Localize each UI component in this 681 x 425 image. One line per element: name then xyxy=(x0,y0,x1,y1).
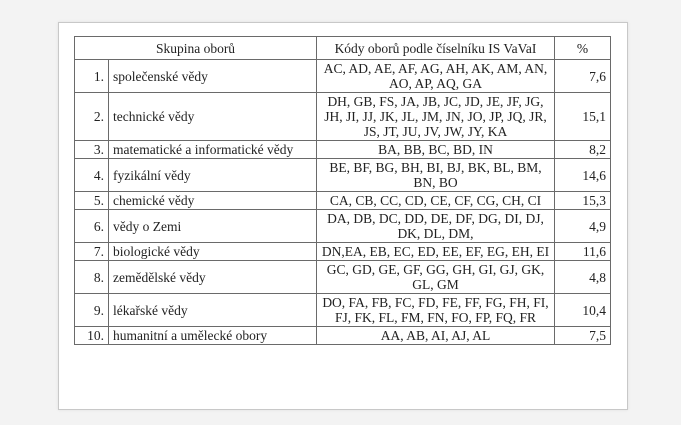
header-codes: Kódy oborů podle číselníku IS VaVaI xyxy=(317,37,555,60)
row-group-name: fyzikální vědy xyxy=(109,159,317,192)
row-group-name: matematické a informatické vědy xyxy=(109,141,317,159)
header-group: Skupina oborů xyxy=(75,37,317,60)
row-percent: 4,9 xyxy=(555,210,611,243)
row-codes: BA, BB, BC, BD, IN xyxy=(317,141,555,159)
table-row xyxy=(75,159,611,192)
row-percent: 4,8 xyxy=(555,261,611,294)
row-number: 9. xyxy=(75,294,109,327)
row-group-name: biologické vědy xyxy=(109,243,317,261)
row-group-name: vědy o Zemi xyxy=(109,210,317,243)
table-row xyxy=(75,192,611,210)
table-row xyxy=(75,210,611,243)
document-page xyxy=(58,22,628,410)
row-percent: 8,2 xyxy=(555,141,611,159)
table-row xyxy=(75,60,611,93)
row-percent: 10,4 xyxy=(555,294,611,327)
row-group-name: technické vědy xyxy=(109,93,317,141)
row-percent: 15,1 xyxy=(555,93,611,141)
row-group-name: lékařské vědy xyxy=(109,294,317,327)
row-number: 5. xyxy=(75,192,109,210)
row-percent: 14,6 xyxy=(555,159,611,192)
row-number: 4. xyxy=(75,159,109,192)
row-group-name: společenské vědy xyxy=(109,60,317,93)
row-number: 3. xyxy=(75,141,109,159)
table-row xyxy=(75,327,611,345)
row-number: 10. xyxy=(75,327,109,345)
row-codes: GC, GD, GE, GF, GG, GH, GI, GJ, GK, GL, GM xyxy=(317,261,555,294)
row-codes: DA, DB, DC, DD, DE, DF, DG, DI, DJ, DK, DL, DM, xyxy=(317,210,555,243)
row-number: 7. xyxy=(75,243,109,261)
row-codes: AA, AB, AI, AJ, AL xyxy=(317,327,555,345)
row-group-name: chemické vědy xyxy=(109,192,317,210)
row-group-name: humanitní a umělecké obory xyxy=(109,327,317,345)
row-codes: DH, GB, FS, JA, JB, JC, JD, JE, JF, JG, JH, JI, JJ, JK, JL, JM, JN, JO, JP, JQ, JR, JS, JT, JU, JV, JW, JY, KA xyxy=(317,93,555,141)
field-groups-table xyxy=(74,36,611,345)
table-row xyxy=(75,294,611,327)
row-group-name: zemědělské vědy xyxy=(109,261,317,294)
row-number: 1. xyxy=(75,60,109,93)
table-row xyxy=(75,93,611,141)
table-row xyxy=(75,261,611,294)
header-percent: % xyxy=(555,37,611,60)
row-codes: DO, FA, FB, FC, FD, FE, FF, FG, FH, FI, FJ, FK, FL, FM, FN, FO, FP, FQ, FR xyxy=(317,294,555,327)
row-percent: 11,6 xyxy=(555,243,611,261)
row-percent: 7,5 xyxy=(555,327,611,345)
row-codes: DN,EA, EB, EC, ED, EE, EF, EG, EH, EI xyxy=(317,243,555,261)
row-codes: CA, CB, CC, CD, CE, CF, CG, CH, CI xyxy=(317,192,555,210)
row-codes: BE, BF, BG, BH, BI, BJ, BK, BL, BM, BN, BO xyxy=(317,159,555,192)
table-header-row xyxy=(75,37,611,60)
table-row xyxy=(75,243,611,261)
row-number: 2. xyxy=(75,93,109,141)
row-percent: 15,3 xyxy=(555,192,611,210)
table-row xyxy=(75,141,611,159)
row-percent: 7,6 xyxy=(555,60,611,93)
row-number: 6. xyxy=(75,210,109,243)
row-number: 8. xyxy=(75,261,109,294)
row-codes: AC, AD, AE, AF, AG, AH, AK, AM, AN, AO, AP, AQ, GA xyxy=(317,60,555,93)
